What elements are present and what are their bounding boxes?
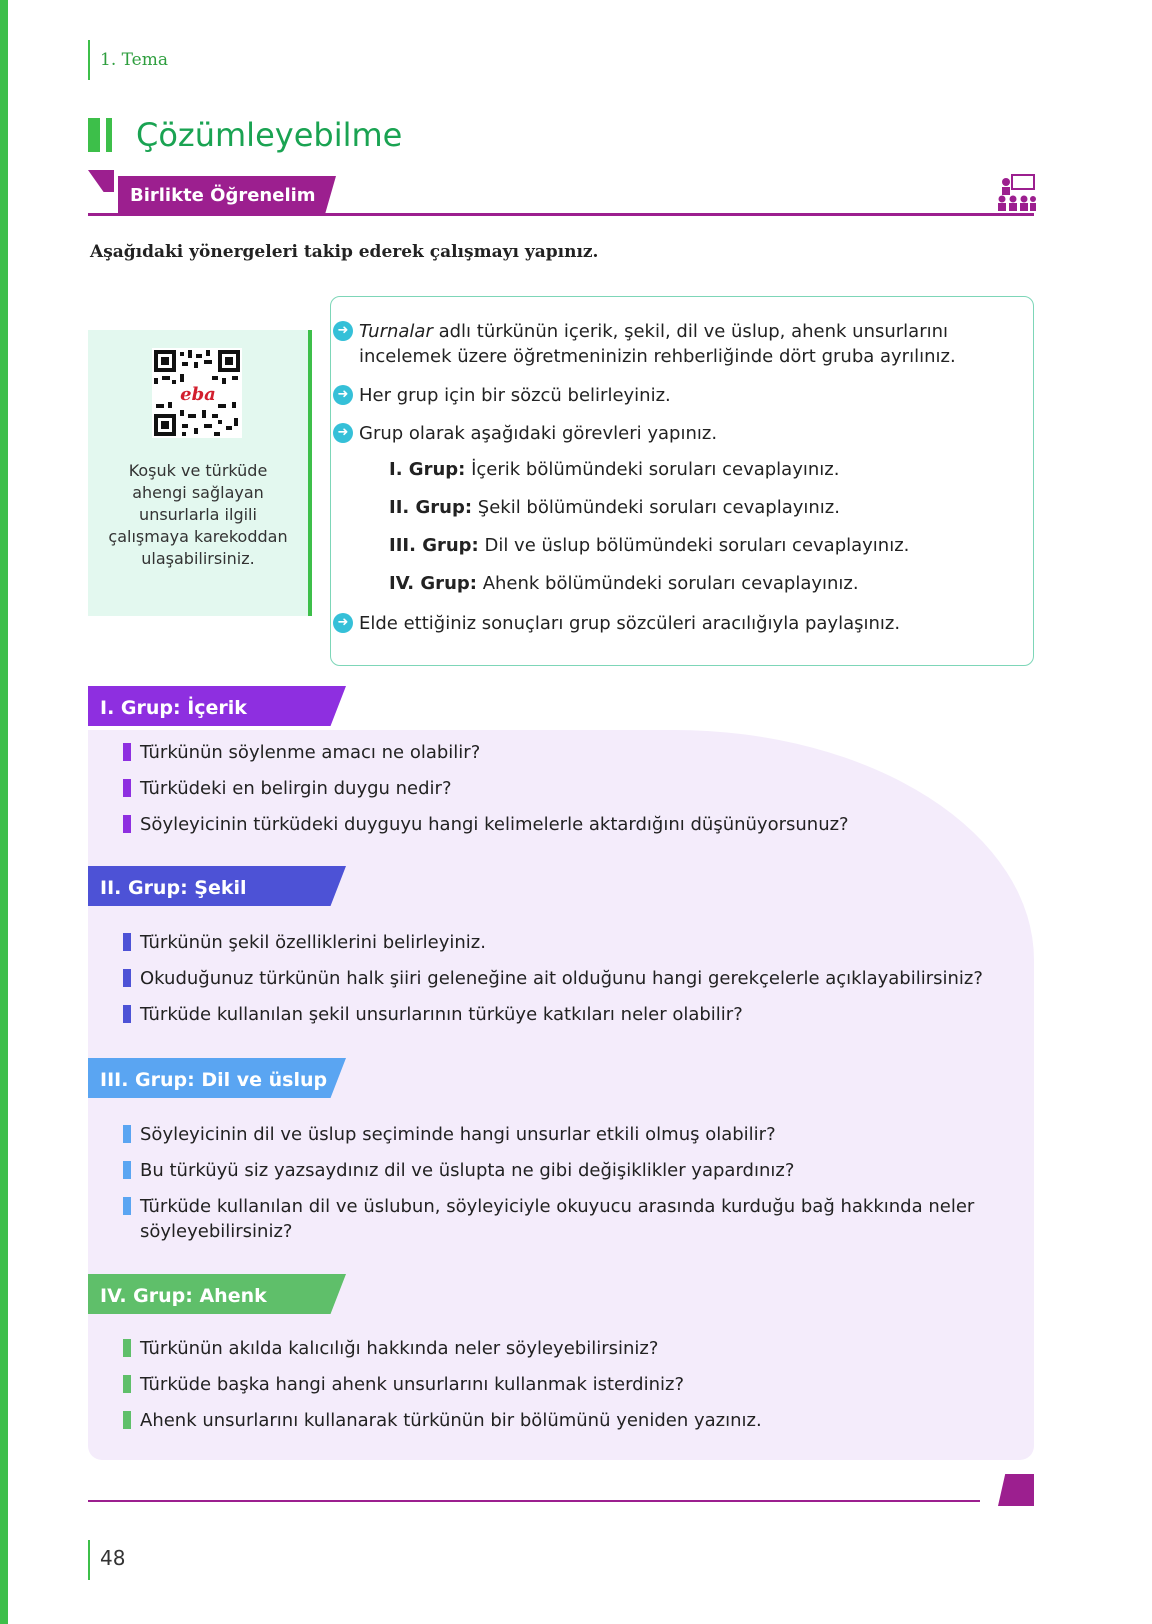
group-title: II. Grup: Şekil — [100, 877, 247, 899]
bullet-marker-icon — [123, 1005, 131, 1023]
banner-divider — [88, 213, 1034, 216]
bullet-marker-icon — [123, 1375, 131, 1393]
header-divider — [88, 40, 90, 80]
task-box — [330, 296, 1034, 666]
arrow-right-icon: ➜ — [333, 423, 353, 443]
subtask-item: I. Grup: İçerik bölümündeki soruları cevaplayınız. — [389, 459, 840, 480]
group-learning-icon — [996, 174, 1036, 212]
page-number: 48 — [100, 1546, 126, 1570]
svg-text:eba: eba — [180, 384, 216, 405]
bullet-marker-icon — [123, 1161, 131, 1179]
question-item: Türkünün söylenme amacı ne olabilir? — [140, 740, 1020, 765]
subtask-item: III. Grup: Dil ve üslup bölümündeki soruları cevaplayınız. — [389, 535, 910, 556]
theme-label: 1. Tema — [100, 50, 168, 70]
question-item: Bu türküyü siz yazsaydınız dil ve üslupta ne gibi değişiklikler yapardınız? — [140, 1158, 1020, 1183]
question-item: Söyleyicinin dil ve üslup seçiminde hangi unsurlar etkili olmuş olabilir? — [140, 1122, 1020, 1147]
group-title: IV. Grup: Ahenk — [100, 1285, 267, 1307]
footer-divider — [88, 1500, 980, 1502]
bullet-marker-icon — [123, 1339, 131, 1357]
question-item: Türküde başka hangi ahenk unsurlarını kullanmak isterdiniz? — [140, 1372, 1020, 1397]
banner-tab — [88, 170, 114, 192]
task-item: ➜ Elde ettiğiniz sonuçları grup sözcüleri aracılığıyla paylaşınız. — [359, 611, 1009, 636]
bullet-marker-icon — [123, 1411, 131, 1429]
question-item: Türkünün akılda kalıcılığı hakkında neler söyleyebilirsiniz? — [140, 1336, 1020, 1361]
qr-caption: Koşuk ve türküde ahengi sağlayan unsurlarla ilgili çalışmaya karekoddan ulaşabilirsiniz. — [108, 461, 288, 568]
question-item: Türküde kullanılan dil ve üslubun, söyleyiciyle okuyucu arasında kurduğu bağ hakkında neler söyleyebilirsiniz? — [140, 1194, 1020, 1244]
group-title: III. Grup: Dil ve üslup — [100, 1069, 328, 1091]
question-item: Türküdeki en belirgin duygu nedir? — [140, 776, 1020, 801]
question-item: Türkünün şekil özelliklerini belirleyiniz. — [140, 930, 1020, 955]
instruction-text: Aşağıdaki yönergeleri takip ederek çalışmayı yapınız. — [90, 242, 599, 262]
bullet-marker-icon — [123, 933, 131, 951]
arrow-right-icon: ➜ — [333, 321, 353, 341]
question-item: Okuduğunuz türkünün halk şiiri geleneğine ait olduğunu hangi gerekçelerle açıklayabilirsiniz? — [140, 966, 1020, 991]
bullet-marker-icon — [123, 1125, 131, 1143]
bullet-marker-icon — [123, 815, 131, 833]
task-item: ➜ Turnalar adlı türkünün içerik, şekil, dil ve üslup, ahenk unsurlarını incelemek üzere öğretmeninizin rehberliğinde dört gruba ayrılınız. — [359, 319, 1009, 369]
footer-tab — [998, 1474, 1034, 1506]
bullet-marker-icon — [123, 1197, 131, 1215]
question-item: Ahenk unsurlarını kullanarak türkünün bir bölümünü yeniden yazınız. — [140, 1408, 1020, 1433]
page-number-divider — [88, 1540, 90, 1580]
task-item: ➜ Grup olarak aşağıdaki görevleri yapınız. — [359, 421, 1009, 446]
page-edge-bar — [0, 0, 8, 1624]
qr-code-icon[interactable] — [152, 348, 242, 438]
page-title: Çözümleyebilme — [136, 116, 403, 154]
group-title: I. Grup: İçerik — [100, 697, 247, 719]
question-item: Türküde kullanılan şekil unsurlarının türküye katkıları neler olabilir? — [140, 1002, 1020, 1027]
qr-info-box — [88, 330, 312, 616]
subtask-item: II. Grup: Şekil bölümündeki soruları cevaplayınız. — [389, 497, 840, 518]
question-item: Söyleyicinin türküdeki duyguyu hangi kelimelerle aktardığını düşünüyorsunuz? — [140, 812, 1020, 837]
task-item: ➜ Her grup için bir sözcü belirleyiniz. — [359, 383, 1009, 408]
bullet-marker-icon — [123, 969, 131, 987]
subtask-item: IV. Grup: Ahenk bölümündeki soruları cevaplayınız. — [389, 573, 859, 594]
bullet-marker-icon — [123, 743, 131, 761]
arrow-right-icon: ➜ — [333, 613, 353, 633]
bullet-marker-icon — [123, 779, 131, 797]
arrow-right-icon: ➜ — [333, 385, 353, 405]
section-banner-label: Birlikte Öğrenelim — [130, 185, 316, 206]
